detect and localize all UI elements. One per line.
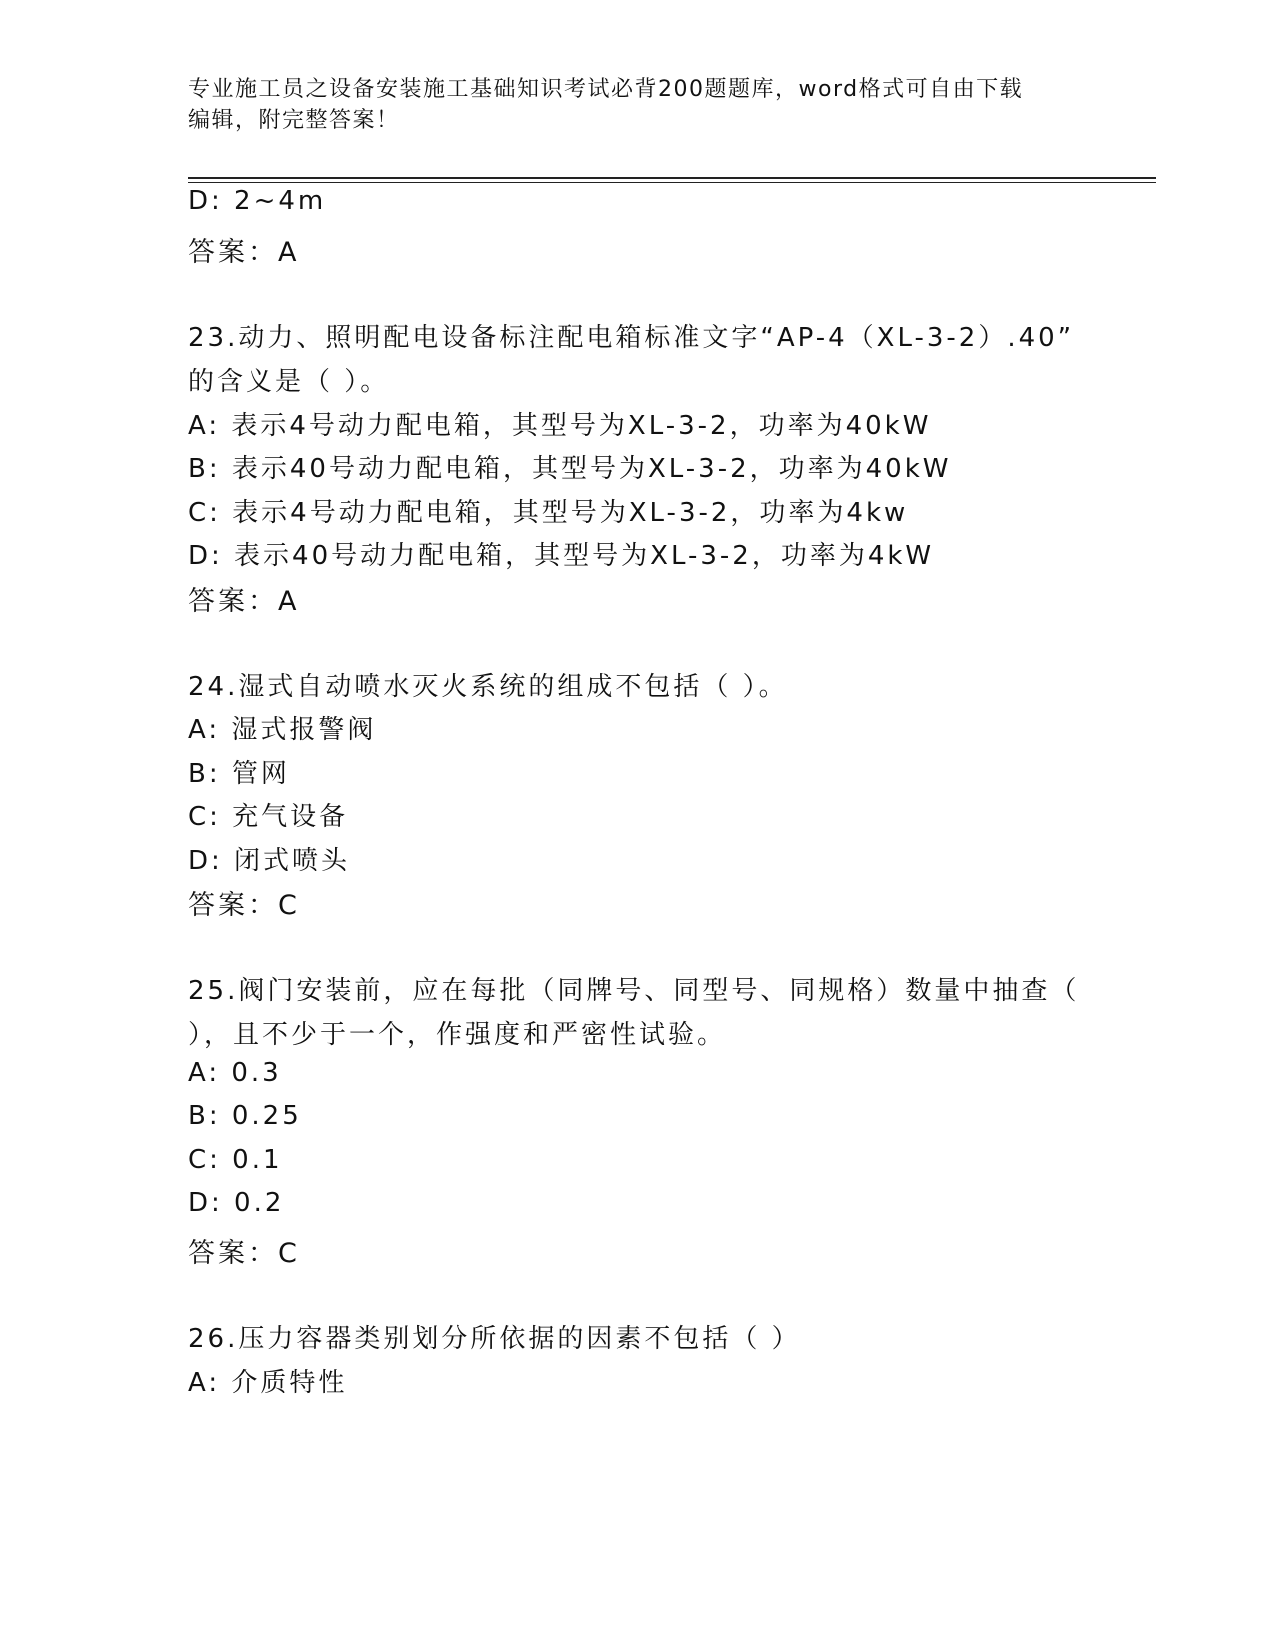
option-c: C: 表示4号动力配电箱，其型号为XL-3-2，功率为4kw — [188, 498, 909, 528]
option-a: A: 表示4号动力配电箱，其型号为XL-3-2，功率为40kW — [188, 411, 932, 441]
answer: 答案：C — [188, 1238, 300, 1269]
question-stem-line: 24.湿式自动喷水灭火系统的组成不包括（ ）。 — [188, 672, 788, 702]
option-a: A: 介质特性 — [188, 1368, 348, 1398]
option-a: A: 0.3 — [188, 1058, 282, 1088]
option-d: D: 0.2 — [188, 1188, 285, 1218]
prev-answer: 答案：A — [188, 237, 300, 268]
header-line-1: 专业施工员之设备安装施工基础知识考试必背200题题库，word格式可自由下载 — [188, 77, 1024, 102]
document-header — [188, 74, 1068, 136]
prev-option-d: D: 2~4m — [188, 186, 327, 216]
option-c: C: 0.1 — [188, 1145, 283, 1175]
answer: 答案：A — [188, 586, 300, 617]
question-stem-line: 25.阀门安装前，应在每批（同牌号、同型号、同规格）数量中抽查（ — [188, 976, 1080, 1006]
answer: 答案：C — [188, 890, 300, 921]
header-divider-thin — [188, 182, 1156, 183]
question-stem-line: 的含义是（ ）。 — [188, 367, 390, 397]
option-d: D: 表示40号动力配电箱，其型号为XL-3-2，功率为4kW — [188, 541, 935, 571]
option-b: B: 表示40号动力配电箱，其型号为XL-3-2，功率为40kW — [188, 454, 952, 484]
option-c: C: 充气设备 — [188, 802, 349, 832]
option-b: B: 管网 — [188, 759, 290, 789]
question-stem-line: 26.压力容器类别划分所依据的因素不包括（ ） — [188, 1324, 801, 1354]
header-divider-thick — [188, 177, 1156, 179]
option-d: D: 闭式喷头 — [188, 846, 351, 876]
header-line-2: 编辑，附完整答案！ — [188, 108, 400, 133]
option-b: B: 0.25 — [188, 1101, 302, 1131]
question-stem-line: 23.动力、照明配电设备标注配电箱标准文字“AP-4（XL-3-2）.40” — [188, 323, 1075, 353]
option-a: A: 湿式报警阀 — [188, 715, 377, 745]
question-stem-line: ），且不少于一个，作强度和严密性试验。 — [188, 1020, 727, 1050]
